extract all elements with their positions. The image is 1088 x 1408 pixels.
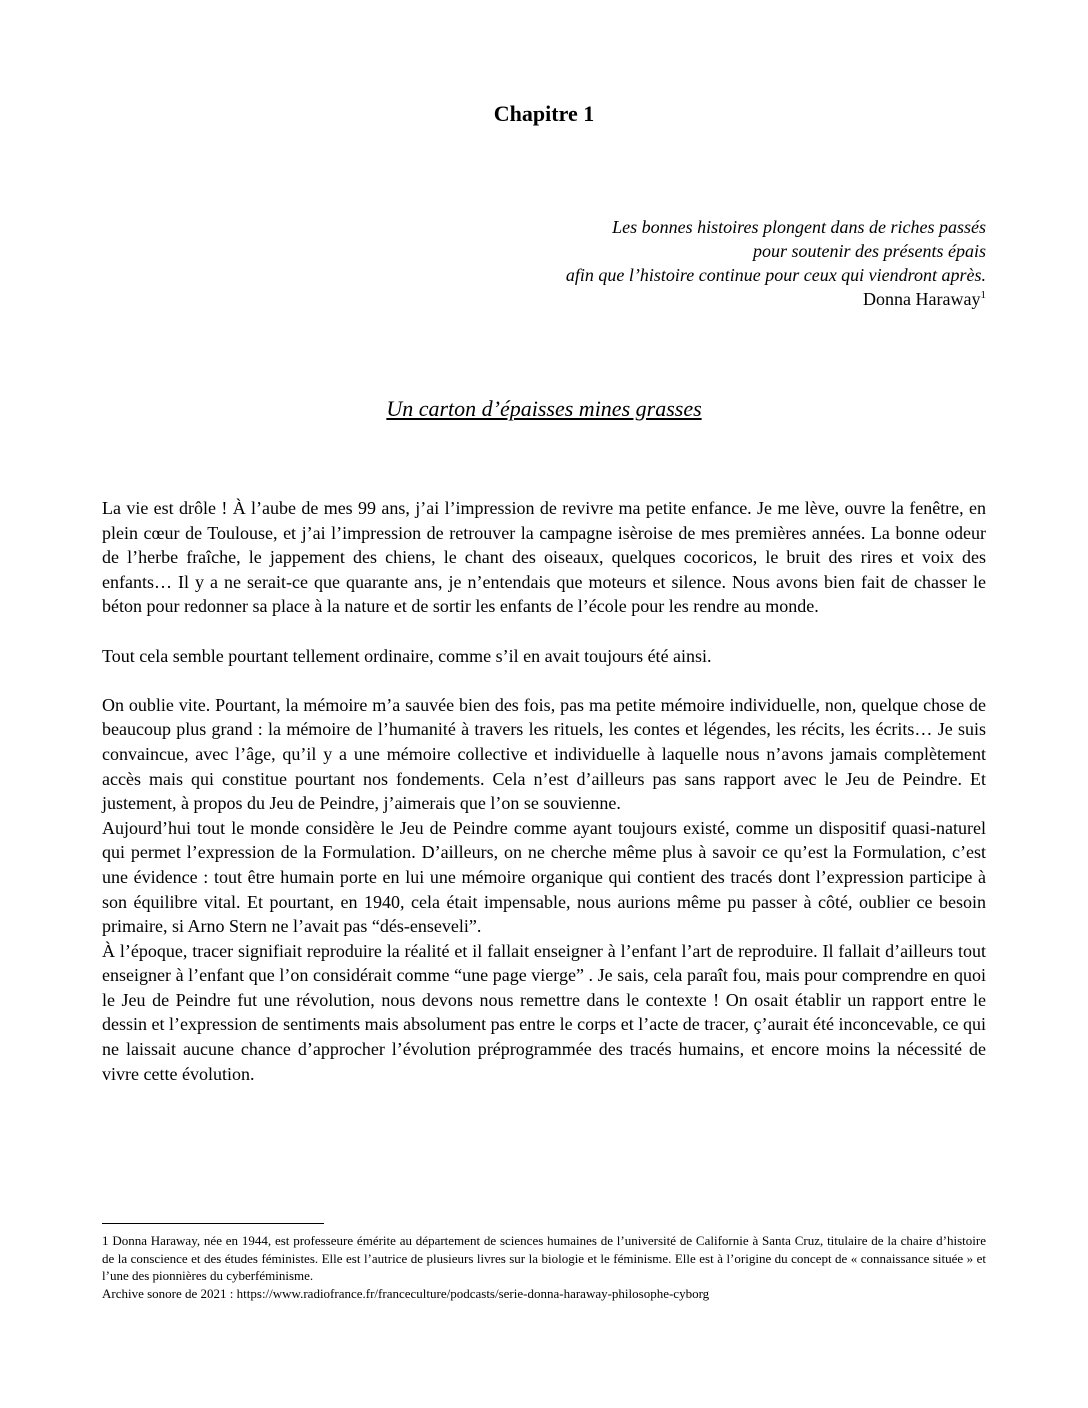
body-text bbox=[102, 496, 986, 1086]
footnote-reference[interactable]: 1 bbox=[980, 289, 986, 301]
section-title: Un carton d’épaisses mines grasses bbox=[386, 396, 702, 421]
footnote-archive-link[interactable]: Archive sonore de 2021 : https://www.radiofrance.fr/franceculture/podcasts/serie-donna-haraway-philosophe-cyborg bbox=[102, 1285, 710, 1301]
footnote-text: 1 Donna Haraway, née en 1944, est professeure émérite au département de sciences humaines de l’université de Californie à Santa Cruz, titulaire de la chaire d’histoire de la conscience et des études féministes. Elle est l’autrice de plusieurs livres sur la biologie et le féminisme. Elle est à l’origine du concept de « connaissance située » et l’une des pionnières du cyberféminisme. bbox=[102, 1233, 986, 1283]
epigraph-line-1: Les bonnes histoires plongent dans de riches passés bbox=[612, 217, 986, 237]
paragraph-1: La vie est drôle ! À l’aube de mes 99 ans, j’ai l’impression de revivre ma petite enfance. Je me lève, ouvre la fenêtre, en plein cœur de Toulouse, et j’ai l’impression de retrouver la campagne isèroise de mes premières années. La bonne odeur de l’herbe fraîche, le jappement des chiens, le chant des oiseaux, quelques cocoricos, le bruit des rires et voix des enfants… Il y a ne serait-ce que quarante ans, je n’entendais que moteurs et silence. Nous avons bien fait de chasser le béton pour redonner sa place à la nature et de sortir les enfants de l’école pour les rendre au monde. bbox=[102, 498, 986, 617]
epigraph-author-line bbox=[286, 287, 986, 311]
epigraph bbox=[286, 215, 986, 311]
paragraph-4: Aujourd’hui tout le monde considère le Jeu de Peindre comme ayant toujours existé, comme un dispositif quasi-naturel qui permet l’expression de la Formulation. D’ailleurs, on ne cherche même plus à savoir ce qu’est la Formulation, c’est une évidence : tout être humain porte en lui une mémoire organique qui contient des tracés dont l’expression participe à son équilibre vital. Et pourtant, en 1940, cela était impensable, nous aurions même pu passer à côté, oublier ce besoin primaire, si Arno Stern ne l’avait pas “dés-enseveli”. bbox=[102, 817, 986, 937]
paragraph-5: À l’époque, tracer signifiait reproduire la réalité et il fallait enseigner à l’enfant l’art de reproduire. Il fallait d’ailleurs tout enseigner à l’enfant que l’on considérait comme “une page vierge” . Je sais, cela paraît fou, mais pour comprendre en quoi le Jeu de Peindre fut une révolution, nous devons nous remettre dans le contexte ! On osait établir un rapport entre le dessin et l’expression de sentiments mais absolument pas entre le corps et l’acte de tracer, ç’aurait été inconcevable, ce qui ne laissait aucune chance d’approcher l’évolution préprogrammée des tracés humains, et encore moins la nécessité de vivre cette évolution. bbox=[102, 940, 986, 1084]
chapter-title: Chapitre 1 bbox=[493, 101, 595, 126]
epigraph-line-2: pour soutenir des présents épais bbox=[753, 241, 986, 261]
footnote bbox=[102, 1232, 986, 1302]
paragraph-3: On oublie vite. Pourtant, la mémoire m’a sauvée bien des fois, pas ma petite mémoire individuelle, non, quelque chose de beaucoup plus grand : la mémoire de l’humanité à travers les rituels, les contes et légendes, les récits, les écrits… Je suis convaincue, avec l’âge, qu’il y a une mémoire collective et individuelle à laquelle nous n’avons jamais complètement accès mais qui constitue pourtant nos fondements. Cela n’est d’ailleurs pas sans rapport avec le Jeu de Peindre. Et justement, à propos du Jeu de Peindre, j’aimerais que l’on se souvienne. bbox=[102, 694, 986, 814]
epigraph-line-3: afin que l’histoire continue pour ceux qui viendront après. bbox=[565, 265, 986, 285]
footnote-separator bbox=[102, 1223, 324, 1224]
epigraph-author: Donna Haraway bbox=[863, 289, 981, 309]
paragraph-2: Tout cela semble pourtant tellement ordinaire, comme s’il en avait toujours été ainsi. bbox=[102, 645, 712, 666]
